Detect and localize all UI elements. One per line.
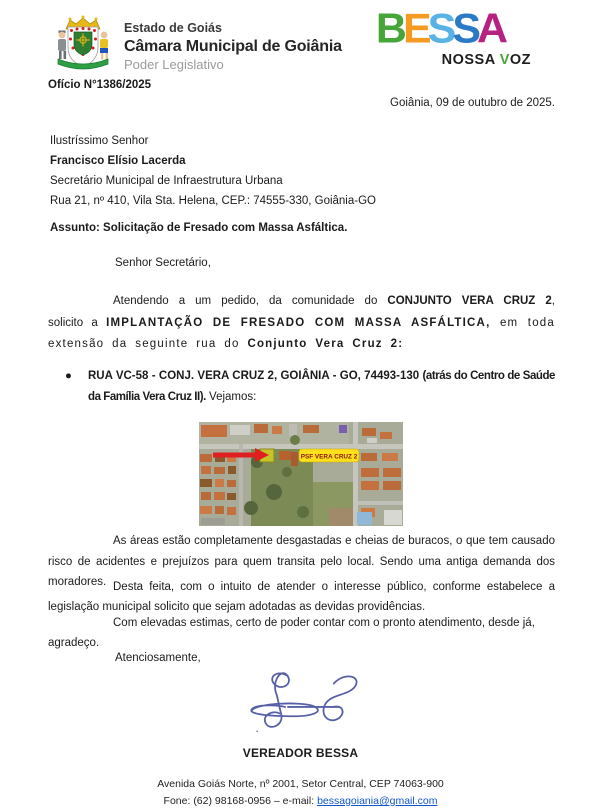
bullet-marker: ● [65,370,72,382]
bullet-landmark-bold: (atrás do Centro de Saúde da Família Vera Cruz II). [88,370,555,403]
tagline-text: OZ [509,52,531,68]
p1-bold-conjunto-2: Conjunto Vera Cruz 2: [247,338,404,350]
body-paragraph-3: Desta feita, com o intuito de atender o interesse público, conforme estabelece a legislação municipal solicito que sejam adotadas as devidas providências. [48,581,555,613]
location-map-image [199,422,403,526]
p1-text: Atendendo a um pedido, da comunidade do [113,295,388,307]
map-figure [0,422,601,529]
map-label [299,449,359,462]
email-link[interactable]: bessagoiania@gmail.com [317,795,438,807]
street-bullet-item [65,366,555,408]
signatory-name: VEREADOR BESSA [242,746,359,760]
bessa-letter: B [375,5,403,53]
bessa-letter: E [402,5,428,53]
subject-line: Assunto: Solicitação de Fresado com Massa Asfáltica. [50,222,348,234]
recipient-name: Francisco Elísio Lacerda [50,155,186,167]
p1-bold-conjunto: CONJUNTO VERA CRUZ 2 [387,295,552,307]
bessa-logo [345,5,535,68]
greeting-line: Senhor Secretário, [115,257,211,269]
footer-address: Avenida Goiás Norte, nº 2001, Setor Central, CEP 74063-900 [157,778,444,790]
bullet-tail: Vejamos: [205,391,257,403]
header-titles [124,13,342,75]
state-title: Estado de Goiás [124,21,222,35]
closing-line: Atenciosamente, [115,652,201,664]
branch-subtitle: Poder Legislativo [124,56,224,72]
bullet-text [88,366,555,408]
p1-text: , solicito a [48,295,555,329]
map-label-text: PSF VERA CRUZ 2 [300,453,357,461]
bessa-letter: S [427,5,453,53]
footer-contact [0,793,601,810]
tagline-v: V [499,52,510,68]
footer-phone: Fone: (62) 98168-0956 – e-mail: [163,795,318,807]
body-paragraph-2: As áreas estão completamente desgastadas e cheias de buracos, o que tem causado risco de acidentes e prejuízos para quem transita pelo local. Sendo uma antiga demanda dos moradores. [48,535,555,588]
bessa-letter: A [477,5,505,53]
chamber-title: Câmara Municipal de Goiânia [124,37,342,55]
signature-block [0,664,601,751]
recipient-address: Rua 21, nº 410, Vila Sta. Helena, CEP.: 74555-330, Goiânia-GO [50,195,376,207]
recipient-block [50,131,376,211]
bessa-wordmark [345,5,535,53]
tagline-text: NOSSA [441,52,500,68]
bullet-street-bold: RUA VC-58 - CONJ. VERA CRUZ 2, GOIÂNIA - GO, 74493-130 [88,370,423,382]
header [50,13,342,75]
bessa-letter: S [452,5,478,53]
body-paragraph-4: Com elevadas estimas, certo de poder contar com o pronto atendimento, desde já, agradeço. [48,617,535,649]
recipient-title: Secretário Municipal de Infraestrutura Urbana [50,175,283,187]
p1-text: em toda extensão da seguinte rua do [48,316,555,350]
coat-of-arms-logo [50,13,116,75]
date-line: Goiânia, 09 de outubro de 2025. [390,97,555,109]
oficio-number: Ofício N°1386/2025 [48,79,152,91]
body-paragraph-1 [48,291,555,356]
footer [0,776,601,810]
signature-image [221,664,381,748]
bessa-tagline [345,52,535,68]
p1-bold-implantacao: IMPLANTAÇÃO DE FRESADO COM MASSA ASFÁLTICA, [106,316,491,329]
recipient-salutation: Ilustríssimo Senhor [50,135,149,147]
